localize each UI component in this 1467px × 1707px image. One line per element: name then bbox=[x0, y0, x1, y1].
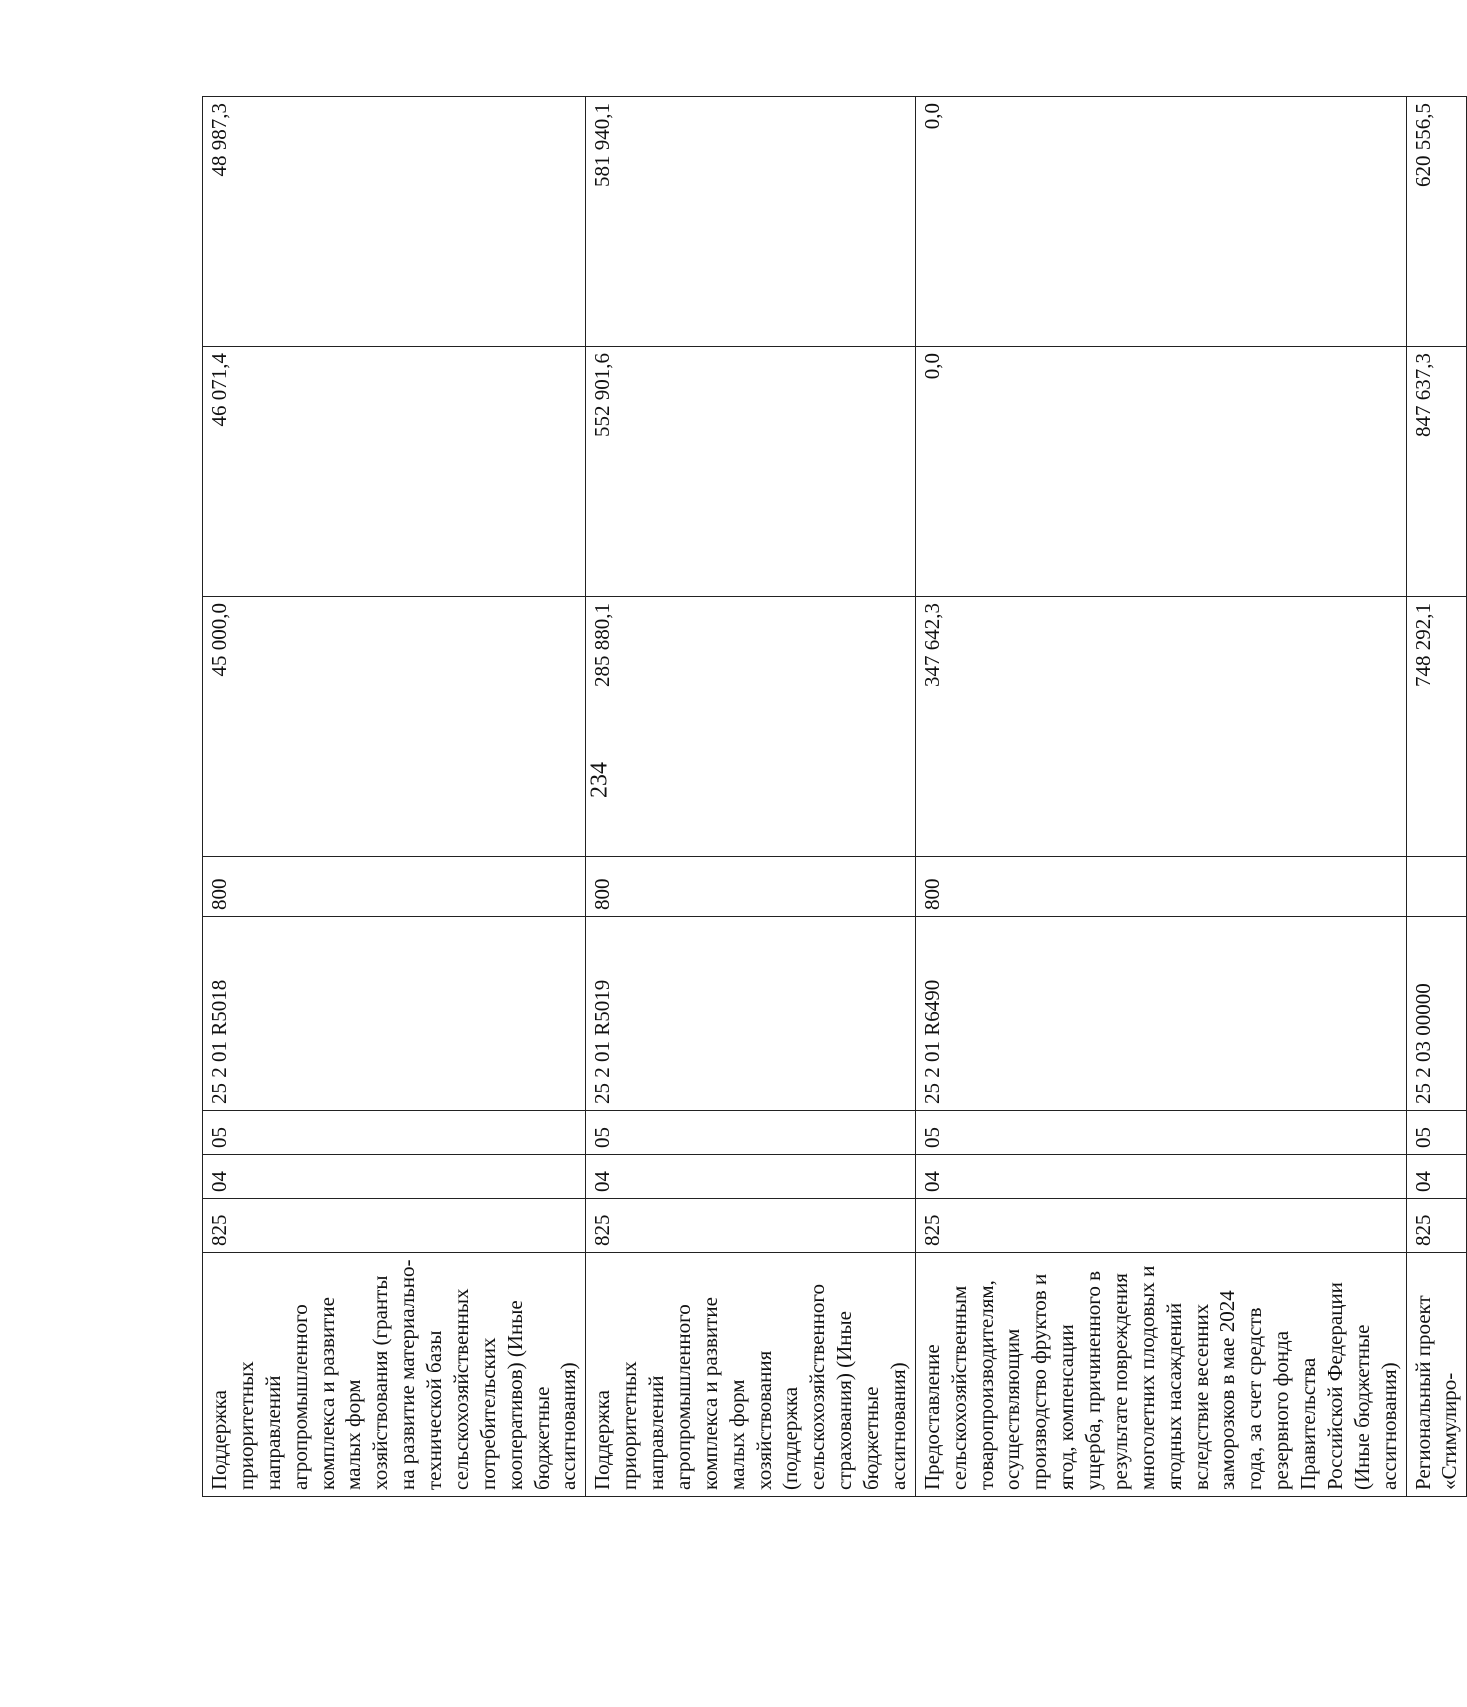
table-row bbox=[915, 97, 1406, 1497]
amount-cell: 0,0 bbox=[915, 97, 1406, 347]
budget-table-wrapper bbox=[202, 97, 1462, 1497]
amount-cell: 0,0 bbox=[915, 347, 1406, 597]
budget-table bbox=[202, 96, 1467, 1497]
row-name-cell: Поддержка приоритетных направлений агропромышленного комплекса и развитие малых форм хозяйствования (поддержка сельскохозяйственного страхования) (Иные бюджетные ассигнования) bbox=[586, 1253, 916, 1497]
row-name-cell: Поддержка приоритетных направлений агропромышленного комплекса и развитие малых форм хозяйствования (гранты на развитие материально-технической базы сельскохозяйственных потребительских кооперативов) (Иные бюджетные ассигнования) bbox=[203, 1253, 586, 1497]
section-cell: 04 bbox=[915, 1155, 1406, 1199]
amount-cell: 748 292,1 bbox=[1406, 597, 1467, 857]
amount-cell: 48 987,3 bbox=[203, 97, 586, 347]
amount-cell: 552 901,6 bbox=[586, 347, 916, 597]
grbs-cell: 825 bbox=[1406, 1199, 1467, 1253]
amount-cell: 285 880,1 bbox=[586, 597, 916, 857]
target-article-cell: 25 2 03 00000 bbox=[1406, 917, 1467, 1111]
amount-cell: 620 556,5 bbox=[1406, 97, 1467, 347]
subsection-cell: 05 bbox=[586, 1111, 916, 1155]
subsection-cell: 05 bbox=[203, 1111, 586, 1155]
section-cell: 04 bbox=[203, 1155, 586, 1199]
page-number: 234 bbox=[586, 762, 613, 798]
section-cell: 04 bbox=[1406, 1155, 1467, 1199]
target-article-cell: 25 2 01 R5018 bbox=[203, 917, 586, 1111]
row-name-cell: Региональный проект «Стимулиро- bbox=[1406, 1253, 1467, 1497]
amount-cell: 847 637,3 bbox=[1406, 347, 1467, 597]
target-article-cell: 25 2 01 R5019 bbox=[586, 917, 916, 1111]
amount-cell: 45 000,0 bbox=[203, 597, 586, 857]
grbs-cell: 825 bbox=[203, 1199, 586, 1253]
amount-cell: 347 642,3 bbox=[915, 597, 1406, 857]
amount-cell: 46 071,4 bbox=[203, 347, 586, 597]
table-row bbox=[586, 97, 916, 1497]
amount-cell: 581 940,1 bbox=[586, 97, 916, 347]
expense-type-cell: 800 bbox=[915, 857, 1406, 917]
subsection-cell: 05 bbox=[915, 1111, 1406, 1155]
table-row bbox=[203, 97, 586, 1497]
target-article-cell: 25 2 01 R6490 bbox=[915, 917, 1406, 1111]
expense-type-cell: 800 bbox=[586, 857, 916, 917]
grbs-cell: 825 bbox=[586, 1199, 916, 1253]
section-cell: 04 bbox=[586, 1155, 916, 1199]
subsection-cell: 05 bbox=[1406, 1111, 1467, 1155]
grbs-cell: 825 bbox=[915, 1199, 1406, 1253]
table-row bbox=[1406, 97, 1467, 1497]
expense-type-cell: 800 bbox=[203, 857, 586, 917]
row-name-cell: Предоставление сельскохозяйственным товаропроизводителям, осуществляющим производство фруктов и ягод, компенсации ущерба, причиненного в результате повреждения многолетних плодовых и ягодных насаждений вследствие весенних заморозков в мае 2024 года, за счет средств резервного фонда Правительства Российской Федерации (Иные бюджетные ассигнования) bbox=[915, 1253, 1406, 1497]
expense-type-cell bbox=[1406, 857, 1467, 917]
